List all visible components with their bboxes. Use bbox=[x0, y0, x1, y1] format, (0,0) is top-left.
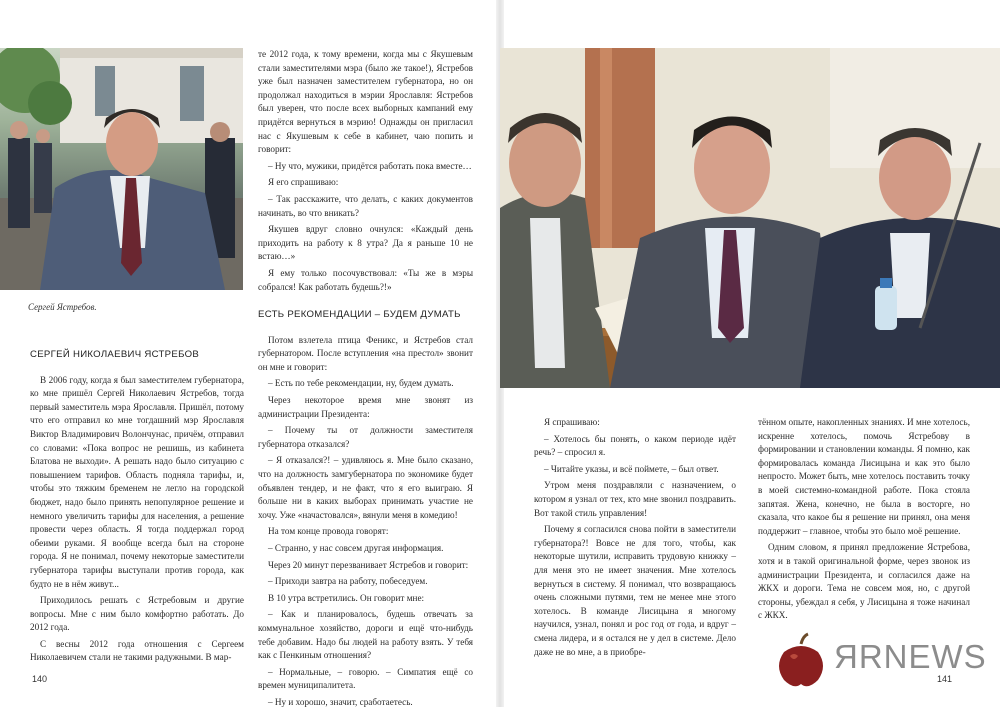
portrait-photo bbox=[0, 48, 243, 290]
text-column-4 bbox=[758, 416, 970, 626]
paragraph: тённом опыте, накопленных знаниях. И мне хотелось, искренне хотелось, помочь Ястребову в формировании и становлении команды. Я помню, как формировалась команда Лисицына и как это было непросто. Может быть, мне хотелось поставить точку в моей системно-командной работе. Пока стояла запятая. Жена, конечно, не была в восторге, но сказала, что какое бы я решение ни принял, она меня поддержит – главное, чтобы это было моё решение. bbox=[758, 417, 970, 536]
text-column-1 bbox=[30, 348, 244, 668]
paragraph: те 2012 года, к тому времени, когда мы с Якушевым стали заместителями мэра (было же такое!), Ястребов уже был назначен заместителем губернатора, но он продолжал находиться в мэрии Ярославля: Ястребов был уверен, что после всех выборных кампаний ему придётся вернуться в мэрию! Однажды он пригласил нас с Якушевым к себе в кабинет, чаю попить и говорит: bbox=[258, 49, 473, 155]
paragraph: – Читайте указы, и всё поймете, – был ответ. bbox=[544, 463, 719, 474]
photo-caption: Сергей Ястребов. bbox=[28, 302, 97, 312]
paragraph: В 2006 году, когда я был заместителем губернатора, ко мне пришёл Сергей Николаевич Ястребов, тогда первый заместитель мэра Ярославля. Пришёл, потому что его отправил ко мне тогдашний мэр Ярославля Виктор Владимирович Волончунас, причём, отправил со словами: «Пока вопрос не решишь, из кабинета Блатова не выходи». А решать надо было ситуацию с повышением тарифов. Область подняла тарифы, и, чтобы это тяжким бременем не легло на городской бюджет, надо было принять непопулярное решение и немного увеличить тарифы для населения, а решение провести через область. Я тогда поддержал город обеими руками. Я вообще всегда был на стороне города. Я не понимал, почему некоторые заместители губернатора тарифы выступали против города, как будто не в нём живут... bbox=[30, 374, 244, 589]
paragraph: Потом взлетела птица Феникс, и Ястребов стал губернатором. После вступления «на престол» звонит он мне и говорит: bbox=[258, 334, 473, 372]
paragraph: – Ну что, мужики, придётся работать пока вместе… bbox=[268, 160, 472, 171]
section-heading-recommendations: ЕСТЬ РЕКОМЕНДАЦИИ – БУДЕМ ДУМАТЬ bbox=[258, 309, 461, 321]
paragraph: Я его спрашиваю: bbox=[268, 177, 339, 188]
paragraph: Через 20 минут перезванивает Ястребов и говорит: bbox=[268, 559, 469, 570]
paragraph: В 10 утра встретились. Он говорит мне: bbox=[268, 592, 425, 603]
paragraph: Я ему только посочувствовал: «Ты же в мэры собрался! Как работать будешь?!» bbox=[258, 267, 473, 292]
paragraph: – Есть по тебе рекомендации, ну, будем думать. bbox=[268, 378, 454, 389]
meeting-photo bbox=[500, 48, 1000, 388]
paragraph: – Приходи завтра на работу, побеседуем. bbox=[268, 576, 428, 587]
pepper-icon bbox=[772, 632, 830, 690]
paragraph: – Как и планировалось, будешь отвечать за коммунальное хозяйство, дороги и ещё что-нибудь тебе добавим. Надо бы людей на работу взять. У тебя как с Пенкиным отношения? bbox=[258, 609, 473, 661]
paragraph: Якушев вдруг словно очнулся: «Каждый день приходить на работу к 8 утра? Да я раньше 10 не встаю…» bbox=[258, 224, 473, 262]
page-number-left: 140 bbox=[32, 674, 48, 684]
page-number-right: 141 bbox=[937, 674, 953, 684]
paragraph: Утром меня поздравляли с назначением, о котором я узнал от тех, кто мне звонил поздравить. Вот такой стиль управления! bbox=[534, 480, 736, 518]
paragraph: С весны 2012 года отношения с Сергеем Николаевичем стали не такими радужными. В мар- bbox=[30, 638, 244, 663]
paragraph: – Я отказался?! – удивляюсь я. Мне было сказано, что на должность замгубернатора по экономике будет объявлен тендер, и не факт, что я его выиграю. Я больше ни в каких выборах принимать участие не хочу. Уже «начастовался», вянули меня в комедию! bbox=[258, 455, 473, 520]
paragraph: На том конце провода говорят: bbox=[268, 526, 389, 537]
logo-text: ЯRNEWS bbox=[834, 638, 987, 675]
text-column-2 bbox=[258, 48, 473, 707]
paragraph: Одним словом, я принял предложение Ястребова, хотя и в такой оригинальной форме, через звонок из администрации Президента, и согласился даже на ЖКХ и дороги. Тема не совсем моя, но, с другой стороны, убеждал я себя, у Лисицына я тоже начинал с ЖКХ. bbox=[758, 542, 970, 621]
paragraph: – Нормальные, – говорю. – Симпатия ещё со времен муниципалитета. bbox=[258, 666, 473, 691]
text-column-3 bbox=[534, 416, 736, 662]
paragraph: Я спрашиваю: bbox=[544, 417, 600, 427]
paragraph: – Странно, у нас совсем другая информация. bbox=[268, 543, 444, 553]
paragraph: Почему я согласился снова пойти в заместители губернатора?! Вовсе не для того, чтобы, как некоторые шутили, исправить трудовую книжку – для меня это не имеет значения. Мне хотелось вернуться в систему. Я понимал, что возвращаюсь очень сложными путями, тем не менее мне этого хотелось. В команде Лисицына я многому научился, узнал, понял и рос год от года, и вдруг – смена лидера, и я остался не у дел в системе. Дело даже не во мне, а в приобре- bbox=[534, 524, 736, 657]
paragraph: – Хотелось бы понять, о каком периоде идёт речь? – спросил я. bbox=[534, 433, 736, 458]
paragraph: – Так расскажите, что делать, с каких документов начинать, во что вникать? bbox=[258, 193, 473, 218]
yarnews-logo bbox=[772, 632, 987, 694]
paragraph: Через некоторое время мне звонят из администрации Президента: bbox=[258, 395, 473, 419]
paragraph: – Почему ты от должности заместителя губернатора отказался? bbox=[258, 425, 473, 449]
paragraph: – Ну и хорошо, значит, сработаетесь. bbox=[268, 696, 413, 707]
paragraph: Приходилось решать с Ястребовым и другие вопросы. Мне с ним было комфортно работать. До 2012 года. bbox=[30, 595, 244, 633]
section-heading-name: СЕРГЕЙ НИКОЛАЕВИЧ ЯСТРЕБОВ bbox=[30, 349, 200, 360]
